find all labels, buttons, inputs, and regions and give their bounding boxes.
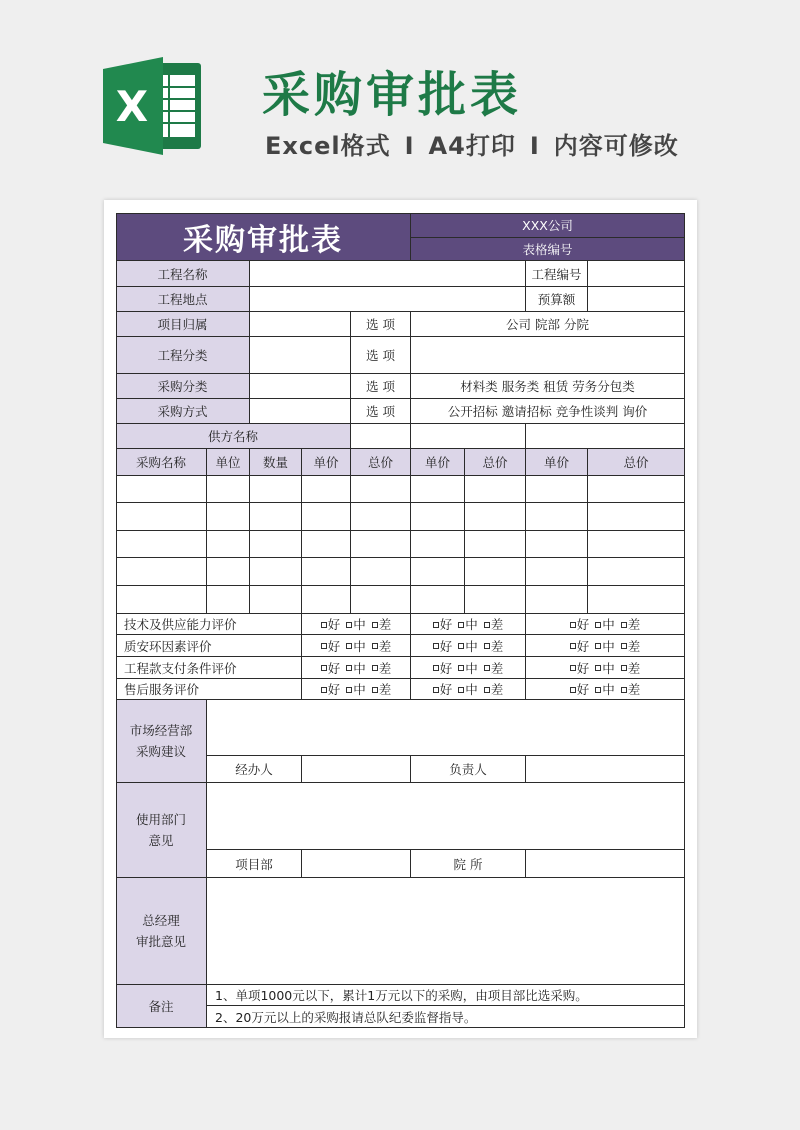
company-name: XXX公司	[411, 213, 685, 238]
checkbox-icon[interactable]	[570, 643, 576, 649]
item-table-cell[interactable]	[351, 503, 411, 531]
rating-option[interactable]: 中	[458, 637, 478, 655]
rating-option[interactable]: 差	[484, 659, 504, 677]
item-table-cell[interactable]	[302, 476, 351, 503]
user-dept-opinion-field[interactable]	[207, 783, 685, 850]
evaluation-label: 技术及供应能力评价	[116, 614, 302, 635]
checkbox-icon[interactable]	[372, 643, 378, 649]
institute-field[interactable]	[526, 850, 685, 878]
subtitle-print: A4打印	[428, 132, 516, 160]
item-table-cell[interactable]	[207, 586, 250, 614]
item-table-cell[interactable]	[250, 476, 302, 503]
item-table-cell[interactable]	[116, 476, 207, 503]
market-dept-label: 市场经营部 采购建议	[116, 700, 207, 783]
project-owner-options[interactable]: 公司 院部 分院	[411, 312, 685, 337]
item-column-header: 采购名称	[116, 449, 207, 476]
item-table-cell[interactable]	[250, 586, 302, 614]
item-table-cell[interactable]	[351, 558, 411, 586]
checkbox-icon[interactable]	[484, 687, 490, 693]
rating-group	[526, 679, 685, 700]
page-subtitle	[265, 126, 679, 161]
checkbox-icon[interactable]	[595, 622, 601, 628]
supplier-field[interactable]	[411, 424, 526, 449]
project-number-label: 工程编号	[526, 261, 588, 287]
project-owner-option-label: 选 项	[351, 312, 411, 337]
checkbox-icon[interactable]	[321, 622, 327, 628]
rating-option[interactable]: 中	[595, 637, 615, 655]
item-table-cell[interactable]	[411, 558, 465, 586]
subtitle-format: Excel格式	[265, 132, 391, 160]
purchase-category-label: 采购分类	[116, 374, 250, 399]
checkbox-icon[interactable]	[346, 665, 352, 671]
item-column-header: 单价	[302, 449, 351, 476]
item-column-header: 单价	[526, 449, 588, 476]
subtitle-separator: I	[404, 132, 415, 160]
item-table-cell[interactable]	[250, 503, 302, 531]
project-dept-label: 项目部	[207, 850, 302, 878]
item-table-cell[interactable]	[351, 531, 411, 558]
item-table-cell[interactable]	[526, 531, 588, 558]
purchase-method-field[interactable]	[250, 399, 351, 424]
project-site-field[interactable]	[250, 287, 526, 312]
item-table-cell[interactable]	[526, 586, 588, 614]
checkbox-icon[interactable]	[621, 643, 627, 649]
svg-text:X: X	[115, 82, 149, 131]
checkbox-icon[interactable]	[433, 665, 439, 671]
item-table-cell[interactable]	[411, 503, 465, 531]
subtitle-separator: I	[529, 132, 540, 160]
evaluation-label: 质安环因素评价	[116, 635, 302, 657]
rating-option[interactable]: 好	[433, 680, 453, 698]
rating-option[interactable]: 好	[570, 615, 590, 633]
item-table-cell[interactable]	[250, 558, 302, 586]
item-table-cell[interactable]	[411, 586, 465, 614]
rating-option[interactable]: 差	[621, 637, 641, 655]
item-table-cell[interactable]	[302, 503, 351, 531]
rating-option[interactable]: 好	[433, 615, 453, 633]
item-column-header: 单价	[411, 449, 465, 476]
project-dept-field[interactable]	[302, 850, 411, 878]
rating-option[interactable]: 差	[484, 680, 504, 698]
header-banner	[0, 0, 800, 195]
rating-group	[526, 614, 685, 635]
item-table-cell[interactable]	[526, 558, 588, 586]
checkbox-icon[interactable]	[570, 687, 576, 693]
project-name-field[interactable]	[250, 261, 526, 287]
project-category-options[interactable]	[411, 337, 685, 374]
market-dept-opinion-field[interactable]	[207, 700, 685, 756]
rating-option[interactable]: 好	[433, 659, 453, 677]
item-column-header: 单位	[207, 449, 250, 476]
checkbox-icon[interactable]	[595, 665, 601, 671]
checkbox-icon[interactable]	[458, 665, 464, 671]
project-owner-label: 项目归属	[116, 312, 250, 337]
checkbox-icon[interactable]	[595, 687, 601, 693]
excel-icon	[103, 55, 203, 157]
rating-group	[411, 635, 526, 657]
checkbox-icon[interactable]	[458, 687, 464, 693]
rating-option[interactable]: 好	[321, 615, 341, 633]
checkbox-icon[interactable]	[372, 665, 378, 671]
item-table-cell[interactable]	[465, 586, 526, 614]
item-column-header: 总价	[588, 449, 685, 476]
rating-option[interactable]: 差	[372, 637, 392, 655]
institute-label: 院 所	[411, 850, 526, 878]
rating-option[interactable]: 中	[595, 615, 615, 633]
rating-option[interactable]: 差	[372, 680, 392, 698]
item-table-cell[interactable]	[116, 586, 207, 614]
checkbox-icon[interactable]	[321, 687, 327, 693]
rating-option[interactable]: 好	[570, 680, 590, 698]
checkbox-icon[interactable]	[372, 622, 378, 628]
item-table-cell[interactable]	[116, 558, 207, 586]
checkbox-icon[interactable]	[484, 622, 490, 628]
project-category-label: 工程分类	[116, 337, 250, 374]
item-table-cell[interactable]	[588, 558, 685, 586]
checkbox-icon[interactable]	[621, 687, 627, 693]
item-table-cell[interactable]	[207, 558, 250, 586]
checkbox-icon[interactable]	[484, 643, 490, 649]
rating-group	[302, 614, 411, 635]
checkbox-icon[interactable]	[372, 687, 378, 693]
item-table-cell[interactable]	[351, 476, 411, 503]
rating-group	[411, 657, 526, 679]
item-table-cell[interactable]	[116, 503, 207, 531]
user-dept-label: 使用部门 意见	[116, 783, 207, 878]
item-table-cell[interactable]	[588, 586, 685, 614]
note-line: 2、20万元以上的采购报请总队纪委监督指导。	[207, 1006, 685, 1028]
rating-option[interactable]: 好	[321, 659, 341, 677]
project-category-option-label: 选 项	[351, 337, 411, 374]
responsible-label: 负责人	[411, 756, 526, 783]
purchase-category-option-label: 选 项	[351, 374, 411, 399]
rating-option[interactable]: 差	[621, 659, 641, 677]
item-table-cell[interactable]	[411, 531, 465, 558]
item-table-cell[interactable]	[465, 558, 526, 586]
item-table-cell[interactable]	[588, 476, 685, 503]
supplier-field[interactable]	[526, 424, 685, 449]
item-table-cell[interactable]	[250, 531, 302, 558]
project-number-field[interactable]	[588, 261, 685, 287]
evaluation-label: 售后服务评价	[116, 679, 302, 700]
budget-field[interactable]	[588, 287, 685, 312]
item-table-cell[interactable]	[351, 586, 411, 614]
rating-option[interactable]: 中	[458, 615, 478, 633]
rating-group	[526, 657, 685, 679]
rating-group	[411, 679, 526, 700]
supplier-field[interactable]	[351, 424, 411, 449]
purchase-category-options[interactable]: 材料类 服务类 租赁 劳务分包类	[411, 374, 685, 399]
rating-option[interactable]: 差	[372, 659, 392, 677]
project-name-label: 工程名称	[116, 261, 250, 287]
rating-group	[526, 635, 685, 657]
checkbox-icon[interactable]	[621, 665, 627, 671]
notes-label: 备注	[116, 985, 207, 1028]
item-table-cell[interactable]	[207, 531, 250, 558]
note-line: 1、单项1000元以下，累计1万元以下的采购，由项目部比选采购。	[207, 985, 685, 1006]
gm-opinion-field[interactable]	[207, 878, 685, 985]
item-table-cell[interactable]	[588, 503, 685, 531]
rating-option[interactable]: 差	[621, 615, 641, 633]
rating-option[interactable]: 中	[458, 659, 478, 677]
item-table-cell[interactable]	[465, 531, 526, 558]
checkbox-icon[interactable]	[433, 687, 439, 693]
checkbox-icon[interactable]	[595, 643, 601, 649]
item-table-cell[interactable]	[465, 503, 526, 531]
project-site-label: 工程地点	[116, 287, 250, 312]
rating-group	[302, 635, 411, 657]
checkbox-icon[interactable]	[321, 643, 327, 649]
item-table-cell[interactable]	[588, 531, 685, 558]
checkbox-icon[interactable]	[458, 643, 464, 649]
rating-option[interactable]: 中	[346, 680, 366, 698]
rating-option[interactable]: 中	[346, 659, 366, 677]
checkbox-icon[interactable]	[570, 665, 576, 671]
evaluation-label: 工程款支付条件评价	[116, 657, 302, 679]
item-table-cell[interactable]	[302, 586, 351, 614]
purchase-method-label: 采购方式	[116, 399, 250, 424]
project-owner-field[interactable]	[250, 312, 351, 337]
handler-label: 经办人	[207, 756, 302, 783]
item-table-cell[interactable]	[526, 476, 588, 503]
item-table-cell[interactable]	[411, 476, 465, 503]
rating-option[interactable]: 差	[621, 680, 641, 698]
item-table-cell[interactable]	[526, 503, 588, 531]
item-column-header: 数量	[250, 449, 302, 476]
checkbox-icon[interactable]	[433, 643, 439, 649]
purchase-category-field[interactable]	[250, 374, 351, 399]
item-column-header: 总价	[351, 449, 411, 476]
form-number-label: 表格编号	[411, 238, 685, 261]
item-table-cell[interactable]	[116, 531, 207, 558]
checkbox-icon[interactable]	[346, 622, 352, 628]
budget-label: 预算额	[526, 287, 588, 312]
project-category-field[interactable]	[250, 337, 351, 374]
rating-group	[302, 679, 411, 700]
rating-option[interactable]: 中	[595, 659, 615, 677]
responsible-field[interactable]	[526, 756, 685, 783]
rating-option[interactable]: 好	[570, 659, 590, 677]
checkbox-icon[interactable]	[621, 622, 627, 628]
rating-group	[411, 614, 526, 635]
supplier-label: 供方名称	[116, 424, 351, 449]
purchase-method-options[interactable]: 公开招标 邀请招标 竞争性谈判 询价	[411, 399, 685, 424]
item-table-cell[interactable]	[302, 531, 351, 558]
checkbox-icon[interactable]	[346, 643, 352, 649]
rating-option[interactable]: 好	[321, 680, 341, 698]
purchase-method-option-label: 选 项	[351, 399, 411, 424]
rating-option[interactable]: 好	[433, 637, 453, 655]
item-table-cell[interactable]	[302, 558, 351, 586]
checkbox-icon[interactable]	[570, 622, 576, 628]
item-table-cell[interactable]	[465, 476, 526, 503]
rating-option[interactable]: 中	[346, 637, 366, 655]
handler-field[interactable]	[302, 756, 411, 783]
rating-option[interactable]: 中	[595, 680, 615, 698]
item-column-header: 总价	[465, 449, 526, 476]
rating-option[interactable]: 差	[372, 615, 392, 633]
rating-option[interactable]: 差	[484, 615, 504, 633]
subtitle-editable: 内容可修改	[553, 132, 679, 160]
item-table-cell[interactable]	[207, 503, 250, 531]
checkbox-icon[interactable]	[484, 665, 490, 671]
checkbox-icon[interactable]	[433, 622, 439, 628]
rating-group	[302, 657, 411, 679]
form-title: 采购审批表	[116, 213, 411, 261]
item-table-cell[interactable]	[207, 476, 250, 503]
rating-option[interactable]: 差	[484, 637, 504, 655]
rating-option[interactable]: 中	[346, 615, 366, 633]
page-title: 采购审批表	[262, 67, 523, 123]
gm-label: 总经理 审批意见	[116, 878, 207, 985]
rating-option[interactable]: 好	[321, 637, 341, 655]
checkbox-icon[interactable]	[346, 687, 352, 693]
checkbox-icon[interactable]	[458, 622, 464, 628]
checkbox-icon[interactable]	[321, 665, 327, 671]
rating-option[interactable]: 好	[570, 637, 590, 655]
rating-option[interactable]: 中	[458, 680, 478, 698]
